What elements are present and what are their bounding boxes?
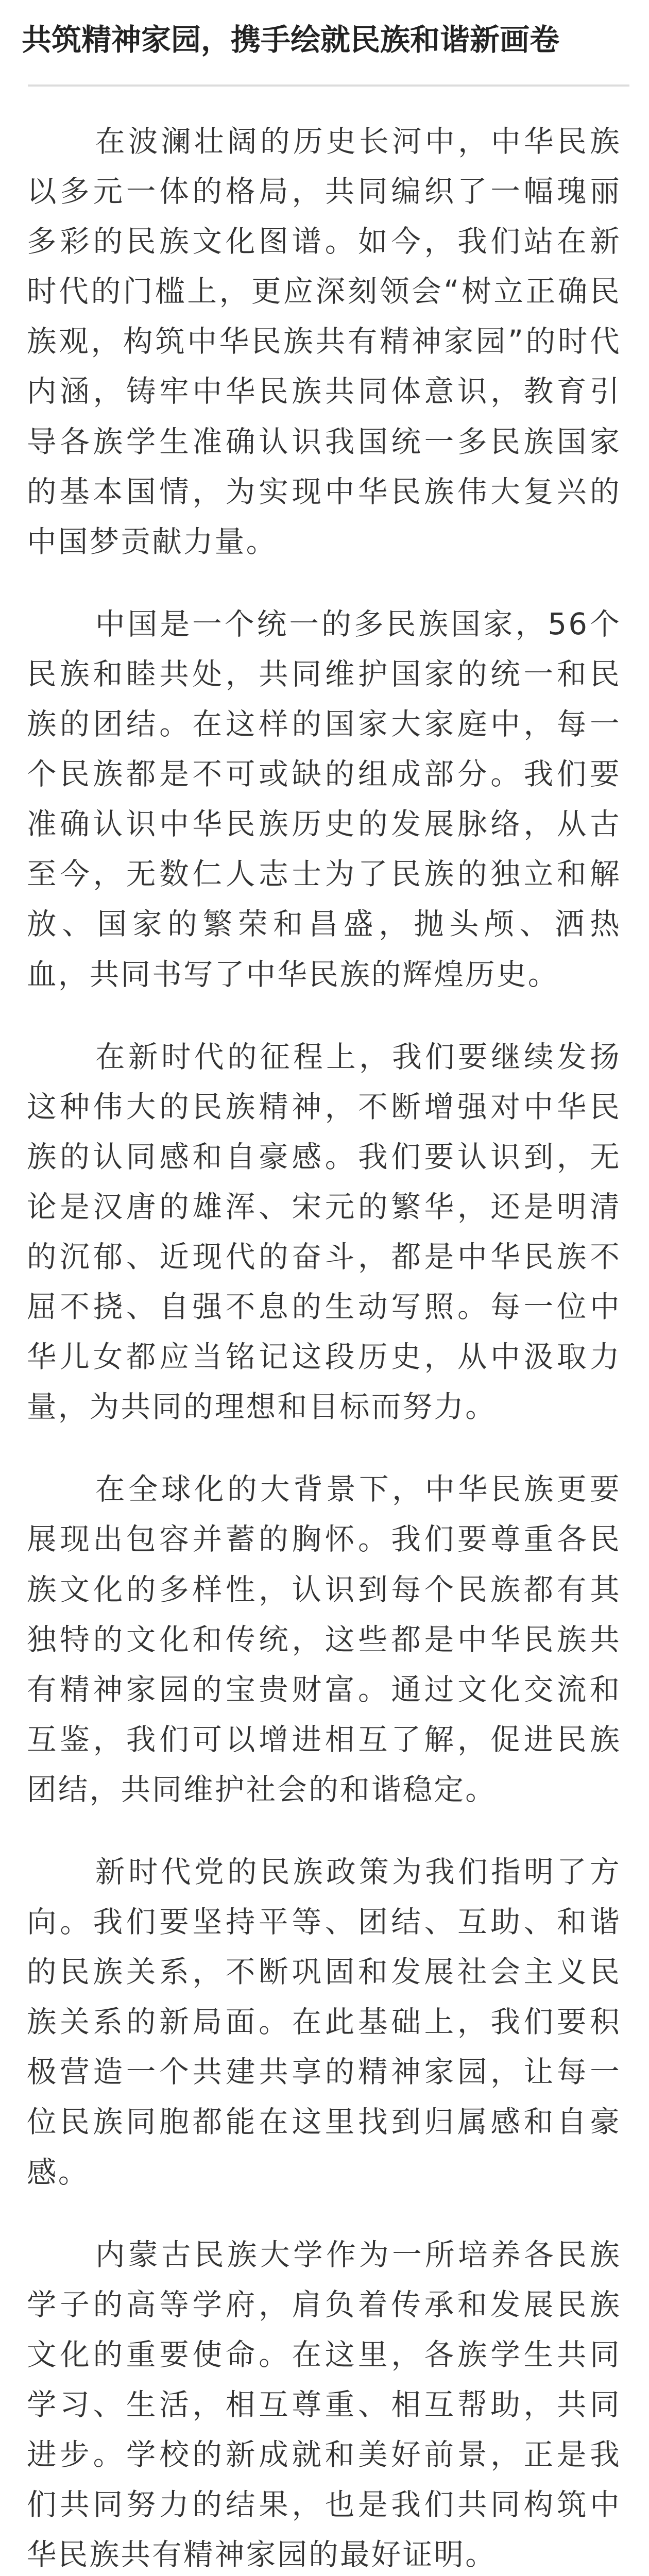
paragraph: 新时代党的民族政策为我们指明了方向。我们要坚持平等、团结、互助、和谐的民族关系，不断巩固和发展社会主义民族关系的新局面。在此基础上，我们要积极营造一个共建共享的精神家园，让每一位民族同胞都能在这里找到归属感和自豪感。 (27, 1855, 621, 2190)
title-divider (28, 84, 629, 87)
paragraph: 在波澜壮阔的历史长河中，中华民族以多元一体的格局，共同编织了一幅瑰丽多彩的民族文化图谱。如今，我们站在新时代的门槛上，更应深刻领会“树立正确民族观，构筑中华民族共有精神家园”的时代内涵，铸牢中华民族共同体意识，教育引导各族学生准确认识我国统一多民族国家的基本国情，为实现中华民族伟大复兴的中国梦贡献力量。 (27, 124, 621, 559)
paragraph: 内蒙古民族大学作为一所培养各民族学子的高等学府，肩负着传承和发展民族文化的重要使命。在这里，各族学生共同学习、生活，相互尊重、相互帮助，共同进步。学校的新成就和美好前景，正是我们共同努力的结果，也是我们共同构筑中华民族共有精神家园的最好证明。 (27, 2237, 621, 2572)
article-title: 共筑精神家园，携手绘就民族和谐新画卷 (22, 22, 560, 57)
article (22, 10, 621, 2576)
paragraph: 在全球化的大背景下，中华民族更要展现出包容并蓄的胸怀。我们要尊重各民族文化的多样性，认识到每个民族都有其独特的文化和传统，这些都是中华民族共有精神家园的宝贵财富。通过文化交流和互鉴，我们可以增进相互了解，促进民族团结，共同维护社会的和谐稳定。 (27, 1472, 621, 1807)
paragraph: 在新时代的征程上，我们要继续发扬这种伟大的民族精神，不断增强对中华民族的认同感和自豪感。我们要认识到，无论是汉唐的雄浑、宋元的繁华，还是明清的沉郁、近现代的奋斗，都是中华民族不屈不挠、自强不息的生动写照。每一位中华儿女都应当铭记这段历史，从中汲取力量，为共同的理想和目标而努力。 (27, 1039, 621, 1425)
paragraph: 中国是一个统一的多民族国家，56个民族和睦共处，共同维护国家的统一和民族的团结。在这样的国家大家庭中，每一个民族都是不可或缺的组成部分。我们要准确认识中华民族历史的发展脉络，从古至今，无数仁人志士为了民族的独立和解放、国家的繁荣和昌盛，抛头颅、洒热血，共同书写了中华民族的辉煌历史。 (27, 606, 621, 992)
article-body (22, 116, 621, 2576)
